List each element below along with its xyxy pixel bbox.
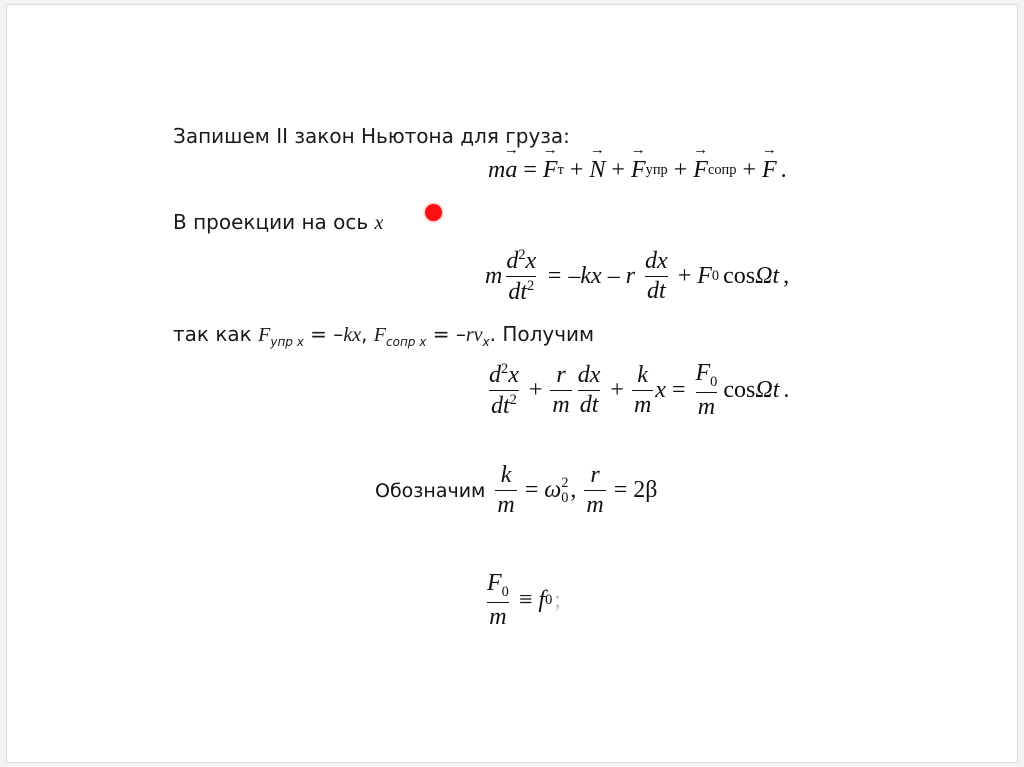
eq3-frac-rm (550, 363, 571, 418)
eq3-m-2: m (633, 392, 652, 419)
eq3-frac-km (632, 363, 653, 418)
eq3-r: r (556, 361, 566, 388)
eq2-f0: F (697, 263, 712, 290)
eq3-den: dt (490, 393, 510, 420)
eq4-omega-sub: 0 (561, 489, 569, 506)
eq3-dx: dx (577, 361, 601, 388)
since-post: . Получим (489, 322, 595, 346)
eq1-fupr-sub: упр (645, 162, 668, 178)
eq2-rhs1: = –kx – r (546, 263, 636, 290)
eq3-k: k (637, 361, 648, 388)
eq3-num-x: x (508, 361, 519, 388)
eq3-plus-2: + (610, 377, 624, 404)
since-f2-sub: сопр x (386, 335, 427, 349)
eq5-f0-sub: 0 (501, 583, 509, 600)
eq3-omega-t: Ωt (755, 377, 780, 404)
eq5-f0: F (487, 570, 502, 596)
since-eq1: = – (303, 322, 344, 346)
eq1-plus-3: + (673, 157, 688, 183)
eq1-fsopr: → F (693, 157, 708, 184)
eq3-m-1: m (552, 392, 570, 419)
eq1-fsopr-sub: сопр (707, 162, 737, 178)
eq3-plus-1: + (528, 377, 543, 404)
eq2-dt: dt (647, 278, 666, 305)
eq4-frac-km (495, 463, 516, 518)
eq3-end: . (783, 377, 790, 404)
equation-oscillator (485, 361, 789, 420)
eq1-n: → N (589, 157, 605, 184)
eq2-num-d: d (506, 248, 519, 274)
eq2-cos: cos (723, 263, 756, 290)
eq3-f0-sub: 0 (710, 373, 718, 390)
eq2-omega-t: Ωt (755, 263, 780, 290)
since-f1: F (258, 324, 271, 346)
eq1-end: . (780, 157, 787, 183)
eq4-omega: ω (544, 477, 562, 504)
eq3-f0: F (695, 360, 711, 386)
eq5-m: m (489, 603, 507, 630)
eq3-frac-f0m (694, 361, 720, 420)
notation-label: Обозначим (375, 479, 486, 502)
projection-line (173, 210, 383, 235)
eq4-r: r (590, 462, 600, 488)
laser-pointer (425, 204, 442, 221)
intro-text: Запишем II закон Ньютона для груза: (173, 124, 570, 148)
eq4-m-2: m (586, 492, 604, 519)
eq5-frac-f0m (485, 571, 511, 630)
eq3-eq: = (671, 377, 686, 404)
eq3-cos: cos (723, 377, 756, 404)
eq5-f-sub: 0 (545, 592, 553, 609)
eq3-x: x (655, 377, 666, 404)
eq2-num-x: x (525, 248, 537, 274)
equation-f0 (483, 571, 561, 630)
eq1-f: → F (762, 157, 777, 184)
eq4-k: k (500, 462, 512, 488)
equation-notation (375, 463, 664, 518)
since-rv: rv (465, 324, 483, 346)
eq1-plus-2: + (611, 157, 625, 183)
eq2-m: m (485, 263, 503, 290)
eq2-num-sup: 2 (518, 247, 526, 263)
since-eq2: = – (426, 322, 466, 346)
since-pre: так как (173, 322, 259, 346)
eq3-dt: dt (579, 392, 599, 419)
eq3-m-3: m (697, 393, 716, 420)
eq2-f0-sub: 0 (711, 268, 720, 285)
equation-projection (485, 248, 789, 305)
since-f2: F (373, 324, 387, 346)
eq3-num-sup: 2 (501, 360, 509, 377)
eq4-comma: , (570, 477, 577, 504)
eq5-equiv: ≡ (518, 587, 533, 614)
eq4-omega-sup: 2 (561, 475, 569, 492)
eq1-ft-sub: т (557, 162, 564, 178)
eq4-frac-rm (584, 463, 605, 518)
eq4-eq: = (524, 477, 539, 504)
eq1-eq: = (523, 157, 537, 183)
eq1-plus-4: + (742, 157, 756, 183)
eq1-a: → a (505, 157, 517, 184)
since-comma: , (361, 322, 374, 346)
eq4-eq2: = 2β (613, 477, 658, 504)
eq2-frac-dxdt (643, 249, 670, 304)
since-kx: kx (343, 324, 362, 346)
slide (6, 4, 1018, 763)
eq3-den-sup: 2 (509, 392, 517, 409)
eq3-num-d: d (489, 361, 501, 388)
eq2-den-sup: 2 (527, 278, 535, 295)
eq5-end: ; (554, 587, 561, 614)
eq3-frac-d2x (487, 362, 521, 419)
eq2-plus: + (677, 263, 692, 290)
eq2-frac-d2x (504, 248, 538, 305)
projection-var: x (374, 212, 384, 234)
eq1-m: m (488, 157, 506, 183)
eq1-fupr: → F (631, 157, 646, 184)
equation-newton (488, 157, 787, 184)
eq1-ft: → F (543, 157, 558, 184)
eq2-den: dt (508, 279, 527, 306)
since-line (173, 322, 594, 349)
projection-text: В проекции на ось (173, 210, 375, 234)
eq2-end: , (783, 263, 790, 290)
eq5-f: f (538, 587, 546, 614)
eq3-frac-dxdt (576, 363, 603, 418)
since-rv-sub: x (482, 335, 490, 349)
eq4-m-1: m (497, 492, 515, 519)
eq1-plus-1: + (569, 157, 584, 183)
eq2-dx: dx (645, 248, 668, 274)
since-f1-sub: упр x (270, 335, 304, 349)
